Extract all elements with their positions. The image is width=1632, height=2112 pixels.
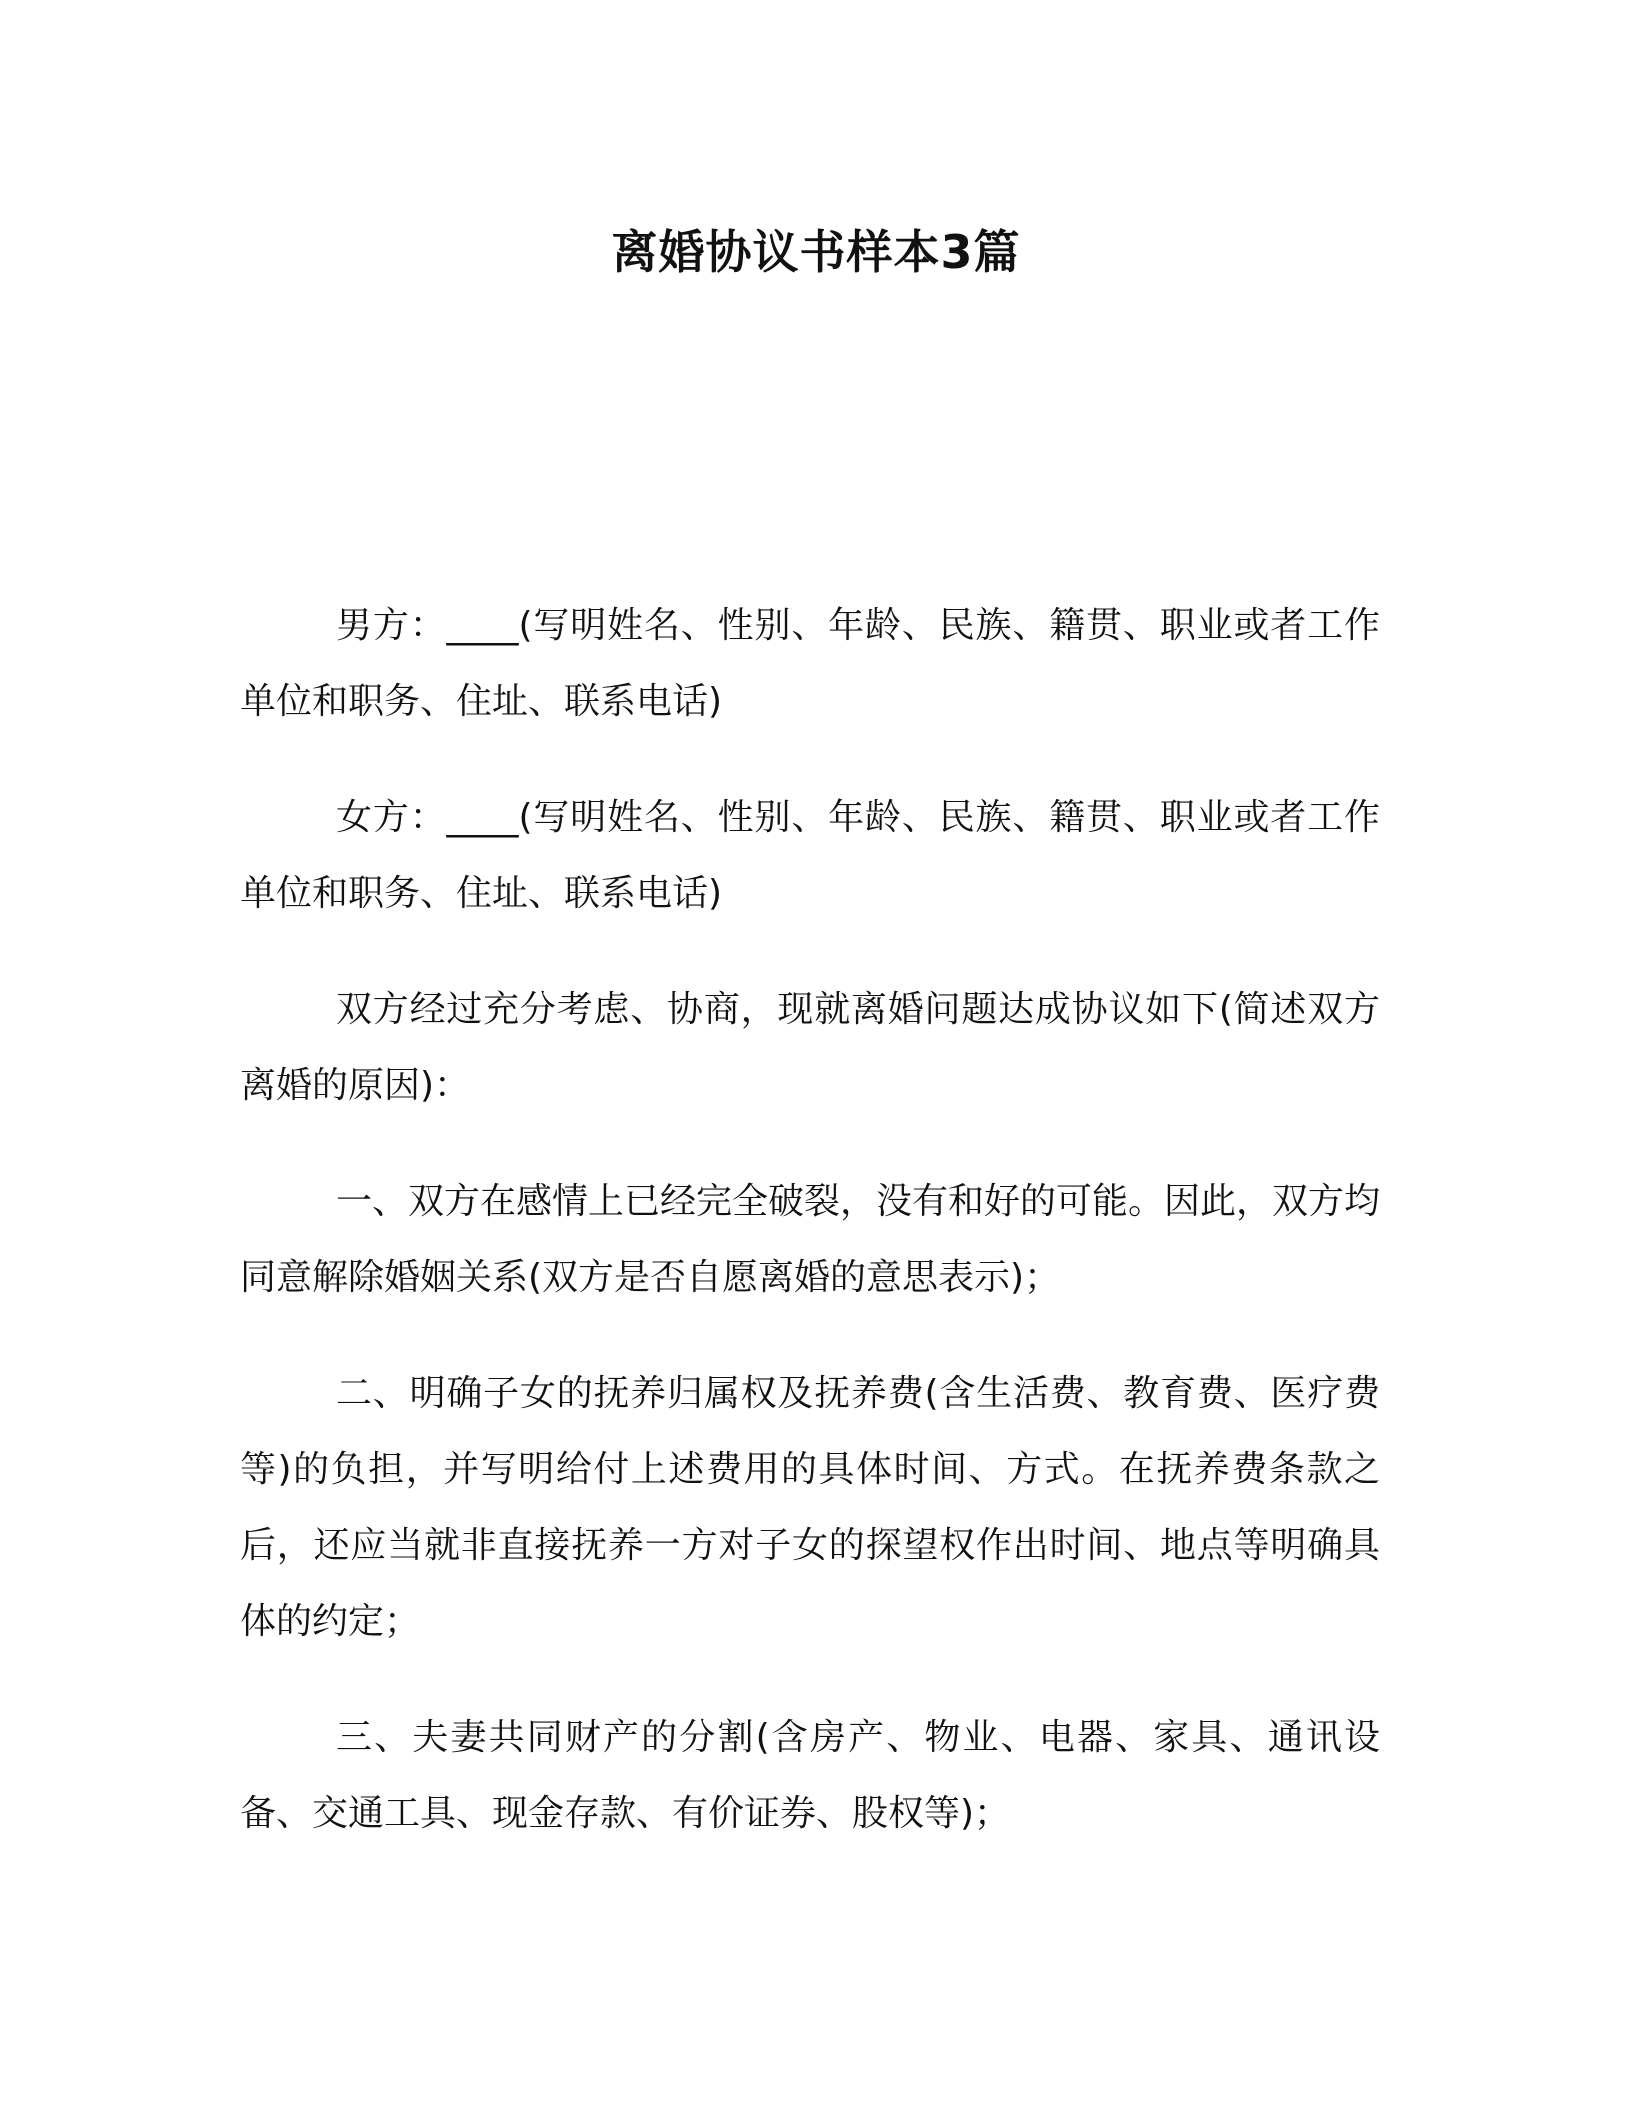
paragraph-female-party: 女方：____(写明姓名、性别、年龄、民族、籍贯、职业或者工作单位和职务、住址、联系电话) bbox=[240, 797, 1380, 914]
paragraph-agreement-intro: 双方经过充分考虑、协商，现就离婚问题达成协议如下(简述双方离婚的原因)： bbox=[240, 989, 1380, 1106]
paragraph-clause-3: 三、夫妻共同财产的分割(含房产、物业、电器、家具、通讯设备、交通工具、现金存款、有价证券、股权等)； bbox=[240, 1717, 1380, 1834]
document-body bbox=[240, 588, 1380, 1892]
paragraph-clause-2: 二、明确子女的抚养归属权及抚养费(含生活费、教育费、医疗费等)的负担，并写明给付上述费用的具体时间、方式。在抚养费条款之后，还应当就非直接抚养一方对子女的探望权作出时间、地点等明确具体的约定； bbox=[240, 1373, 1380, 1642]
paragraph-male-party: 男方：____(写明姓名、性别、年龄、民族、籍贯、职业或者工作单位和职务、住址、联系电话) bbox=[240, 605, 1380, 722]
document-title: 离婚协议书样本3篇 bbox=[611, 225, 1021, 279]
paragraph-clause-1: 一、双方在感情上已经完全破裂，没有和好的可能。因此，双方均同意解除婚姻关系(双方是否自愿离婚的意思表示)； bbox=[240, 1181, 1381, 1298]
